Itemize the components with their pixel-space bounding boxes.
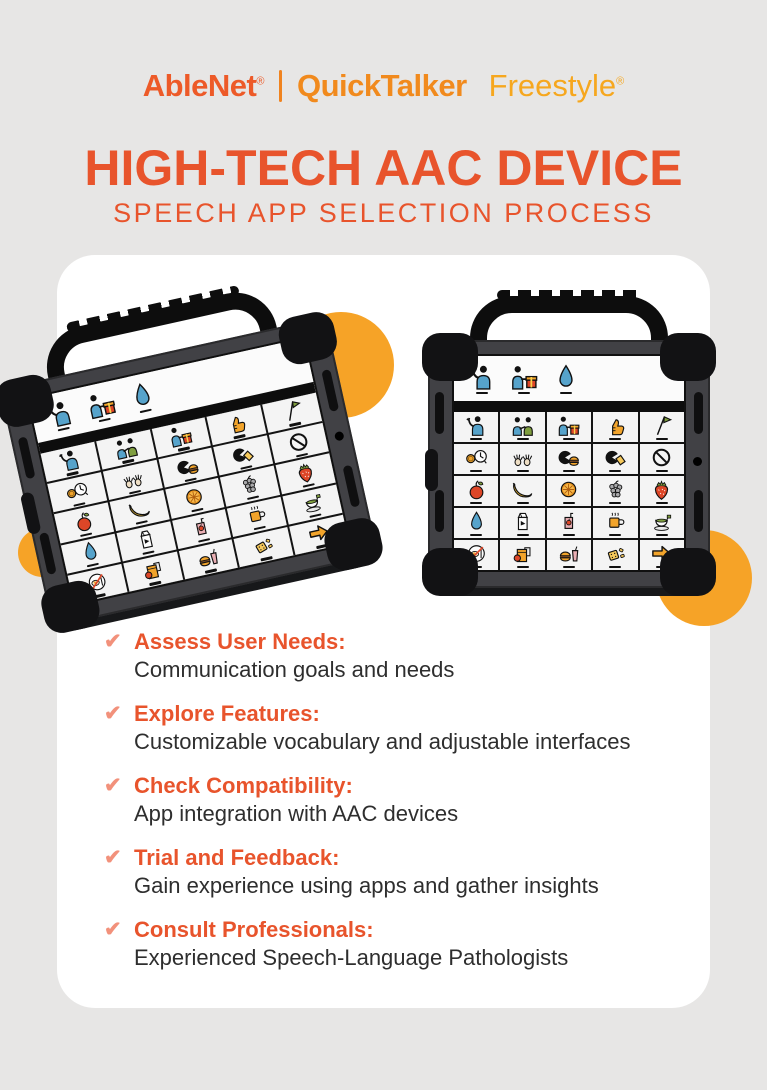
apple-icon: [70, 508, 97, 535]
checklist-item-2: [104, 700, 649, 755]
check-icon: ✔: [104, 918, 122, 941]
flag-icon: [650, 414, 673, 437]
camera-dot-icon: [693, 457, 702, 466]
word-line: [518, 392, 530, 395]
logo-divider: [279, 70, 282, 102]
excited-hands-icon: [119, 465, 146, 492]
give-gift-icon: [85, 387, 118, 420]
checklist-item-desc: Experienced Speech-Language Pathologists: [134, 945, 569, 970]
symbol-cell: [547, 508, 591, 538]
symbol-cell: [454, 412, 498, 442]
corner-bumper: [660, 548, 716, 596]
symbol-cell: [593, 476, 637, 506]
word-line: [656, 534, 668, 537]
symbol-cell: [547, 476, 591, 506]
checklist-item-title: Explore Features:: [134, 701, 320, 726]
strip-symbol: [552, 363, 580, 395]
tea-cup-icon: [650, 510, 673, 533]
word-line: [609, 470, 621, 473]
wait-icon: [465, 446, 488, 469]
word-line: [609, 438, 621, 441]
word-line: [563, 502, 575, 505]
symbol-cell: [454, 508, 498, 538]
drink-icon: [229, 440, 256, 467]
drink-icon: [604, 446, 627, 469]
selection-checklist: [104, 628, 649, 971]
check-icon: ✔: [104, 846, 122, 869]
word-line: [656, 438, 668, 441]
water-drop-icon: [552, 363, 580, 391]
camera-dot-icon: [334, 430, 345, 441]
symbol-cell: [500, 476, 544, 506]
groceries-icon: [139, 556, 166, 583]
word-line: [476, 392, 488, 395]
strip-symbol: [126, 378, 160, 415]
juice-box-icon: [187, 513, 214, 540]
thumb-up-icon: [223, 410, 250, 437]
orange-slice-icon: [181, 483, 208, 510]
water-drop-icon: [126, 378, 159, 411]
checklist-item-5: [104, 916, 649, 971]
symbol-cell: [640, 508, 684, 538]
corner-bumper: [422, 548, 478, 596]
symbol-cell: [593, 444, 637, 474]
apple-icon: [465, 478, 488, 501]
tea-cup-icon: [298, 489, 325, 516]
symbol-cell: [593, 412, 637, 442]
side-slot: [694, 392, 703, 434]
meal-icon: [557, 542, 580, 565]
water-drop-icon: [77, 538, 104, 565]
side-grip: [20, 492, 42, 536]
meal-icon: [194, 544, 221, 571]
word-line: [517, 470, 529, 473]
page-subtitle: SPEECH APP SELECTION PROCESS: [113, 198, 654, 228]
page-title: HIGH-TECH AAC DEVICE: [84, 140, 683, 196]
groceries-icon: [511, 542, 534, 565]
side-slot: [18, 436, 36, 479]
symbol-cell: [500, 540, 544, 570]
word-line: [560, 392, 572, 395]
checklist-item-title: Assess User Needs:: [134, 629, 346, 654]
symbol-cell: [500, 412, 544, 442]
brand-lockup: [0, 68, 767, 104]
word-line: [470, 470, 482, 473]
registered-mark: ®: [256, 75, 264, 88]
give-gift-icon: [510, 363, 538, 391]
check-icon: ✔: [104, 702, 122, 725]
word-line: [517, 534, 529, 537]
word-line: [656, 470, 668, 473]
sentence-strip: [454, 356, 684, 401]
crackers-icon: [604, 542, 627, 565]
strip-symbol: [85, 387, 119, 424]
word-line: [609, 534, 621, 537]
device-screen: [26, 336, 352, 607]
two-people-icon: [511, 414, 534, 437]
check-icon: ✔: [104, 630, 122, 653]
side-grip: [425, 449, 438, 491]
word-line: [563, 438, 575, 441]
person-wave-icon: [56, 447, 83, 474]
device-body: [428, 340, 710, 588]
banana-icon: [125, 495, 152, 522]
banana-icon: [511, 478, 534, 501]
word-line: [470, 534, 482, 537]
grapes-icon: [236, 471, 263, 498]
symbol-cell: [500, 508, 544, 538]
symbol-grid: [454, 412, 684, 570]
mug-icon: [243, 501, 270, 528]
person-wave-icon: [465, 414, 488, 437]
word-line: [470, 438, 482, 441]
device-screen: [452, 354, 686, 572]
checklist-item-desc: Gain experience using apps and gather insights: [134, 873, 599, 898]
checklist-item-title: Check Compatibility:: [134, 773, 353, 798]
strawberry-icon: [650, 478, 673, 501]
juice-box-icon: [557, 510, 580, 533]
strip-symbol: [510, 363, 538, 395]
symbol-cell: [640, 444, 684, 474]
word-line: [609, 566, 621, 569]
symbol-cell: [454, 444, 498, 474]
checklist-item-desc: App integration with AAC devices: [134, 801, 459, 826]
symbol-cell: [454, 476, 498, 506]
side-slot: [694, 490, 703, 532]
symbol-cell: [500, 444, 544, 474]
word-line: [517, 566, 529, 569]
ablenet-logo: AbleNet®: [142, 68, 264, 103]
check-icon: ✔: [104, 774, 122, 797]
symbol-cell: [547, 540, 591, 570]
checklist-item-title: Consult Professionals:: [134, 917, 374, 942]
checklist-item-1: [104, 628, 649, 683]
side-slot: [435, 392, 444, 434]
checklist-item-title: Trial and Feedback:: [134, 845, 340, 870]
excited-hands-icon: [511, 446, 534, 469]
thumb-up-icon: [604, 414, 627, 437]
freestyle-logo: Freestyle®: [488, 68, 625, 103]
give-gift-icon: [557, 414, 580, 437]
eat-icon: [174, 452, 201, 479]
corner-bumper: [422, 333, 478, 381]
no-sign-icon: [285, 428, 312, 455]
wait-icon: [63, 477, 90, 504]
give-gift-icon: [167, 422, 194, 449]
eat-icon: [557, 446, 580, 469]
mug-icon: [604, 510, 627, 533]
word-line: [563, 534, 575, 537]
side-slot: [342, 465, 360, 508]
strawberry-icon: [292, 458, 319, 485]
flag-icon: [278, 397, 305, 424]
symbol-cell: [640, 476, 684, 506]
symbol-cell: [640, 412, 684, 442]
crackers-icon: [250, 532, 277, 559]
registered-mark: ®: [616, 75, 625, 88]
milk-carton-icon: [132, 526, 159, 553]
strip-divider: [454, 401, 684, 412]
word-line: [563, 470, 575, 473]
milk-carton-icon: [511, 510, 534, 533]
checklist-item-desc: Communication goals and needs: [134, 657, 455, 682]
word-line: [563, 566, 575, 569]
side-slot: [39, 532, 57, 575]
symbol-cell: [547, 444, 591, 474]
word-line: [517, 438, 529, 441]
side-slot: [435, 490, 444, 532]
checklist-item-3: [104, 772, 649, 827]
water-drop-icon: [465, 510, 488, 533]
corner-bumper: [660, 333, 716, 381]
grapes-icon: [604, 478, 627, 501]
symbol-cell: [593, 540, 637, 570]
checklist-item-4: [104, 844, 649, 899]
side-slot: [321, 369, 339, 412]
word-line: [656, 502, 668, 505]
no-sign-icon: [650, 446, 673, 469]
orange-slice-icon: [557, 478, 580, 501]
checklist-item-desc: Customizable vocabulary and adjustable interfaces: [134, 729, 631, 754]
quicktalker-logo: QuickTalker: [296, 68, 467, 103]
symbol-cell: [593, 508, 637, 538]
word-line: [609, 502, 621, 505]
word-line: [470, 502, 482, 505]
word-line: [517, 502, 529, 505]
two-people-icon: [112, 434, 139, 461]
aac-device-illustration-right: [428, 340, 710, 588]
symbol-cell: [547, 412, 591, 442]
